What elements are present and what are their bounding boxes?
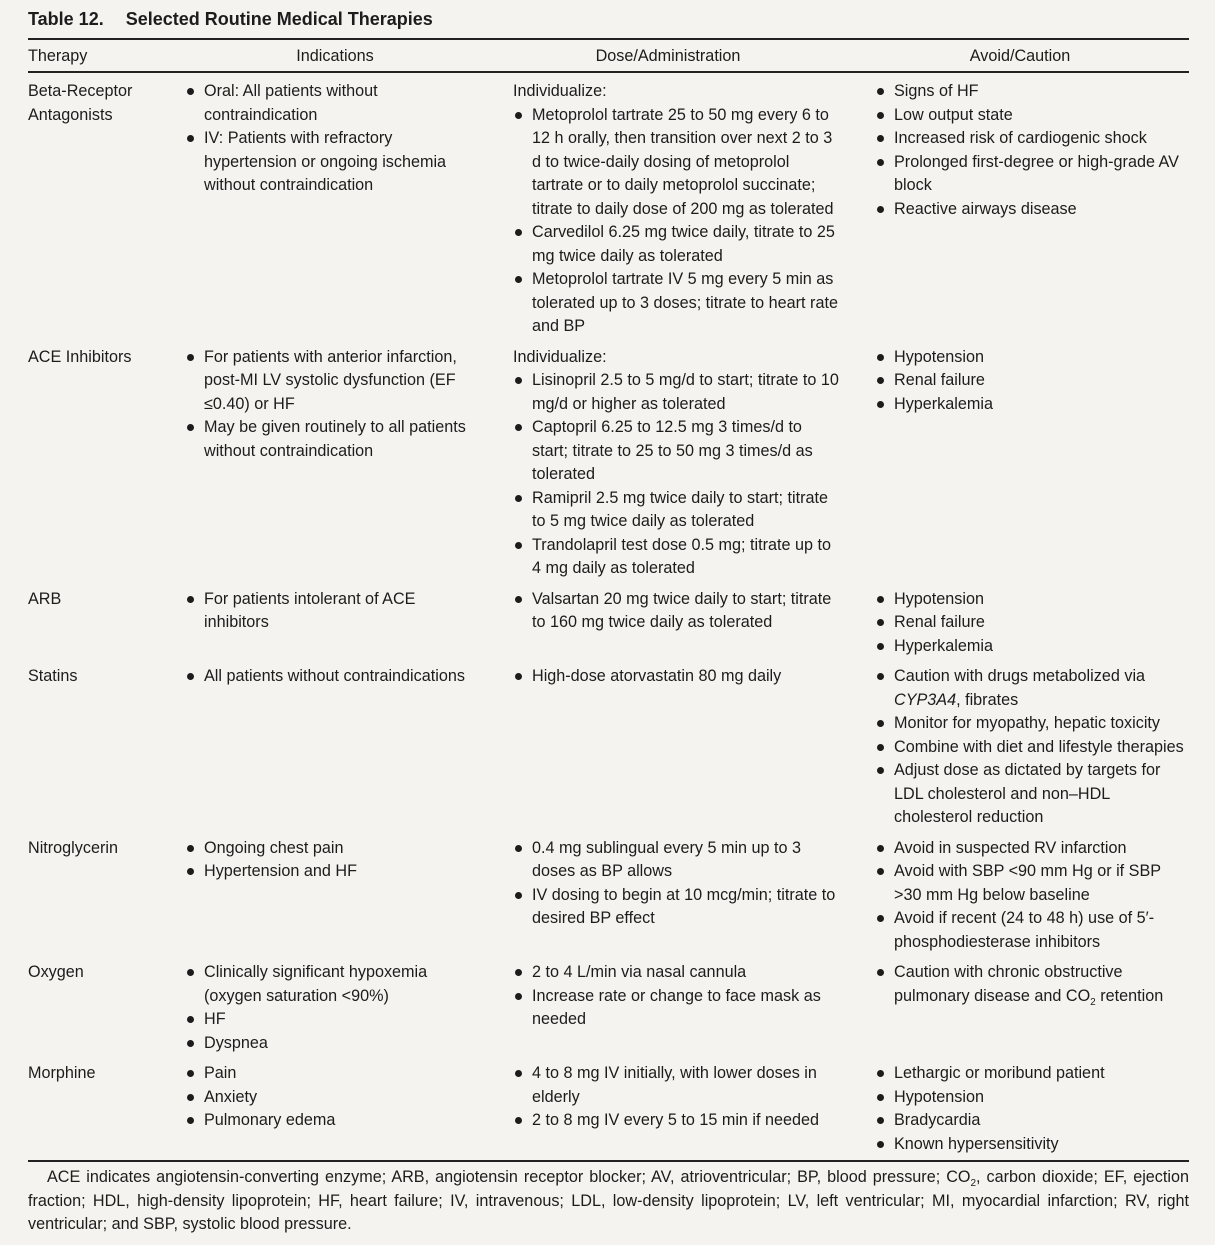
header-row [28, 40, 1189, 72]
avoid-cell [851, 830, 1189, 955]
table-row [28, 830, 1189, 955]
indication-item: Pain [185, 1062, 475, 1086]
header-indications: Indications [185, 40, 485, 72]
table-row [28, 339, 1189, 581]
dose-item: 4 to 8 mg IV initially, with lower doses in elderly [513, 1062, 841, 1109]
avoid-list [875, 588, 1189, 659]
header-avoid: Avoid/Caution [851, 40, 1189, 72]
therapies-table [28, 40, 1189, 1156]
dose-cell [485, 658, 851, 830]
table-row [28, 954, 1189, 1055]
dose-item: Captopril 6.25 to 12.5 mg 3 times/d to start; titrate to 25 to 50 mg 3 times/d as tolerated [513, 416, 841, 487]
indication-item: HF [185, 1008, 475, 1032]
therapy-cell [28, 658, 185, 830]
avoid-cell [851, 1055, 1189, 1156]
indications-cell [185, 581, 485, 659]
indication-item: Dyspnea [185, 1032, 475, 1056]
dose-item: IV dosing to begin at 10 mcg/min; titrate to desired BP effect [513, 884, 841, 931]
table-row [28, 581, 1189, 659]
therapy-name-line: Morphine [28, 1064, 96, 1082]
dose-list [513, 665, 841, 689]
avoid-item: Avoid if recent (24 to 48 h) use of 5′-phosphodiesterase inhibitors [875, 907, 1189, 954]
dose-list [513, 837, 841, 931]
avoid-item: Hyperkalemia [875, 635, 1189, 659]
therapy-name-line: Oxygen [28, 963, 84, 981]
avoid-item: Caution with drugs metabolized via CYP3A4, fibrates [875, 665, 1189, 712]
avoid-cell [851, 954, 1189, 1055]
dose-cell [485, 581, 851, 659]
indication-item: For patients intolerant of ACE inhibitors [185, 588, 475, 635]
indication-list [185, 346, 475, 464]
avoid-item: Increased risk of cardiogenic shock [875, 127, 1189, 151]
avoid-item: Hypotension [875, 346, 1189, 370]
dose-item: Increase rate or change to face mask as needed [513, 985, 841, 1032]
dose-lead: Individualize: [513, 82, 607, 100]
indications-cell [185, 954, 485, 1055]
dose-item: Trandolapril test dose 0.5 mg; titrate up to 4 mg daily as tolerated [513, 534, 841, 581]
avoid-cell [851, 581, 1189, 659]
avoid-cell [851, 339, 1189, 581]
dose-item: Carvedilol 6.25 mg twice daily, titrate to 25 mg twice daily as tolerated [513, 221, 841, 268]
indication-list [185, 1062, 475, 1133]
avoid-cell [851, 658, 1189, 830]
indication-item: Anxiety [185, 1086, 475, 1110]
indication-item: Ongoing chest pain [185, 837, 475, 861]
dose-list [513, 588, 841, 635]
indication-item: Oral: All patients without contraindication [185, 80, 475, 127]
avoid-item: Monitor for myopathy, hepatic toxicity [875, 712, 1189, 736]
indication-list [185, 80, 475, 198]
indication-item: Clinically significant hypoxemia (oxygen saturation <90%) [185, 961, 475, 1008]
dose-list [513, 1062, 841, 1133]
dose-item: High-dose atorvastatin 80 mg daily [513, 665, 841, 689]
dose-cell [485, 1055, 851, 1156]
indication-item: Pulmonary edema [185, 1109, 475, 1133]
indication-item: For patients with anterior infarction, post-MI LV systolic dysfunction (EF ≤0.40) or HF [185, 346, 475, 417]
dose-item: Valsartan 20 mg twice daily to start; titrate to 160 mg twice daily as tolerated [513, 588, 841, 635]
indications-cell [185, 339, 485, 581]
avoid-item: Reactive airways disease [875, 198, 1189, 222]
therapy-name-line: ARB [28, 589, 62, 608]
avoid-item: Hypotension [875, 1086, 1189, 1110]
avoid-item: Bradycardia [875, 1109, 1189, 1133]
therapy-cell [28, 339, 185, 581]
avoid-list [875, 665, 1189, 830]
table-caption [28, 6, 1189, 40]
therapy-cell [28, 1055, 185, 1156]
dose-list [513, 104, 841, 339]
table-body [28, 72, 1189, 1156]
avoid-list [875, 1062, 1189, 1156]
indications-cell [185, 72, 485, 339]
avoid-item: Caution with chronic obstructive pulmonary disease and $CO_2$ retention [875, 961, 1189, 1008]
dose-list [513, 369, 841, 581]
avoid-item: Avoid with SBP <90 mm Hg or if SBP >30 mm Hg below baseline [875, 860, 1189, 907]
table-row [28, 1055, 1189, 1156]
table-title: Selected Routine Medical Therapies [125, 9, 433, 29]
avoid-item: Avoid in suspected RV infarction [875, 837, 1189, 861]
avoid-item: Prolonged first-degree or high-grade AV block [875, 151, 1189, 198]
dose-cell [485, 72, 851, 339]
table-row [28, 658, 1189, 830]
indication-list [185, 588, 475, 635]
dose-item: Lisinopril 2.5 to 5 mg/d to start; titrate to 10 mg/d or higher as tolerated [513, 369, 841, 416]
therapy-cell [28, 72, 185, 339]
dose-item: Metoprolol tartrate IV 5 mg every 5 min as tolerated up to 3 doses; titrate to heart rate and BP [513, 268, 841, 339]
avoid-cell [851, 72, 1189, 339]
avoid-list [875, 837, 1189, 955]
indication-item: IV: Patients with refractory hypertension or ongoing ischemia without contraindication [185, 127, 475, 198]
dose-item: Metoprolol tartrate 25 to 50 mg every 6 to 12 h orally, then transition over next 2 to 3 d to twice-daily dosing of metoprolol tartrate or to daily metoprolol succinate; titrate to daily dose of 200 mg as tolerated [513, 104, 841, 222]
avoid-item: Adjust dose as dictated by targets for LDL cholesterol and non–HDL cholesterol reduction [875, 759, 1189, 830]
therapy-name-line: ACE Inhibitors [28, 347, 132, 366]
dose-lead: Individualize: [513, 347, 607, 366]
header-dose: Dose/Administration [485, 40, 851, 72]
footnote-text: ACE indicates angiotensin-converting enzyme; ARB, angiotensin receptor blocker; AV, atrioventricular; BP, blood pressure; $CO_2$, carbon dioxide; EF, ejection fraction; HDL, high-density lipoprotein; HF, heart failure; IV, intravenous; LDL, low-density lipoprotein; LV, left ventricular; MI, myocardial infarction; RV, right ventricular; and SBP, systolic blood pressure. [28, 1168, 1190, 1233]
therapy-name-line: Antagonists [28, 105, 113, 124]
avoid-list [875, 80, 1189, 221]
avoid-item: Renal failure [875, 369, 1189, 393]
dose-item: 0.4 mg sublingual every 5 min up to 3 doses as BP allows [513, 837, 841, 884]
indication-item: May be given routinely to all patients without contraindication [185, 416, 475, 463]
therapy-cell [28, 581, 185, 659]
avoid-item: Hypotension [875, 588, 1189, 612]
indication-list [185, 961, 475, 1055]
avoid-item: Lethargic or moribund patient [875, 1062, 1189, 1086]
dose-cell [485, 830, 851, 955]
therapy-name-line: Nitroglycerin [28, 838, 118, 857]
avoid-item: Signs of HF [875, 80, 1189, 104]
dose-cell [485, 339, 851, 581]
dose-item: 2 to 4 L/min via nasal cannula [513, 961, 841, 985]
dose-list [513, 961, 841, 1032]
header-therapy: Therapy [28, 40, 185, 72]
avoid-list [875, 346, 1189, 417]
avoid-item: Known hypersensitivity [875, 1133, 1189, 1157]
table-footnote [28, 1162, 1189, 1237]
dose-cell [485, 954, 851, 1055]
therapy-cell [28, 954, 185, 1055]
indications-cell [185, 830, 485, 955]
therapy-cell [28, 830, 185, 955]
avoid-item: Hyperkalemia [875, 393, 1189, 417]
indication-item: All patients without contraindications [185, 665, 475, 689]
therapy-name-line: Statins [28, 667, 78, 685]
indications-cell [185, 1055, 485, 1156]
indication-list [185, 837, 475, 884]
indications-cell [185, 658, 485, 830]
dose-item: 2 to 8 mg IV every 5 to 15 min if needed [513, 1109, 841, 1133]
table-label: Table 12. [28, 9, 104, 29]
avoid-list [875, 961, 1189, 1008]
therapy-name-line: Beta-Receptor [28, 82, 133, 100]
avoid-item: Combine with diet and lifestyle therapies [875, 736, 1189, 760]
indication-list [185, 665, 475, 689]
indication-item: Hypertension and HF [185, 860, 475, 884]
dose-item: Ramipril 2.5 mg twice daily to start; titrate to 5 mg twice daily as tolerated [513, 487, 841, 534]
avoid-item: Renal failure [875, 611, 1189, 635]
table-row [28, 72, 1189, 339]
avoid-item: Low output state [875, 104, 1189, 128]
